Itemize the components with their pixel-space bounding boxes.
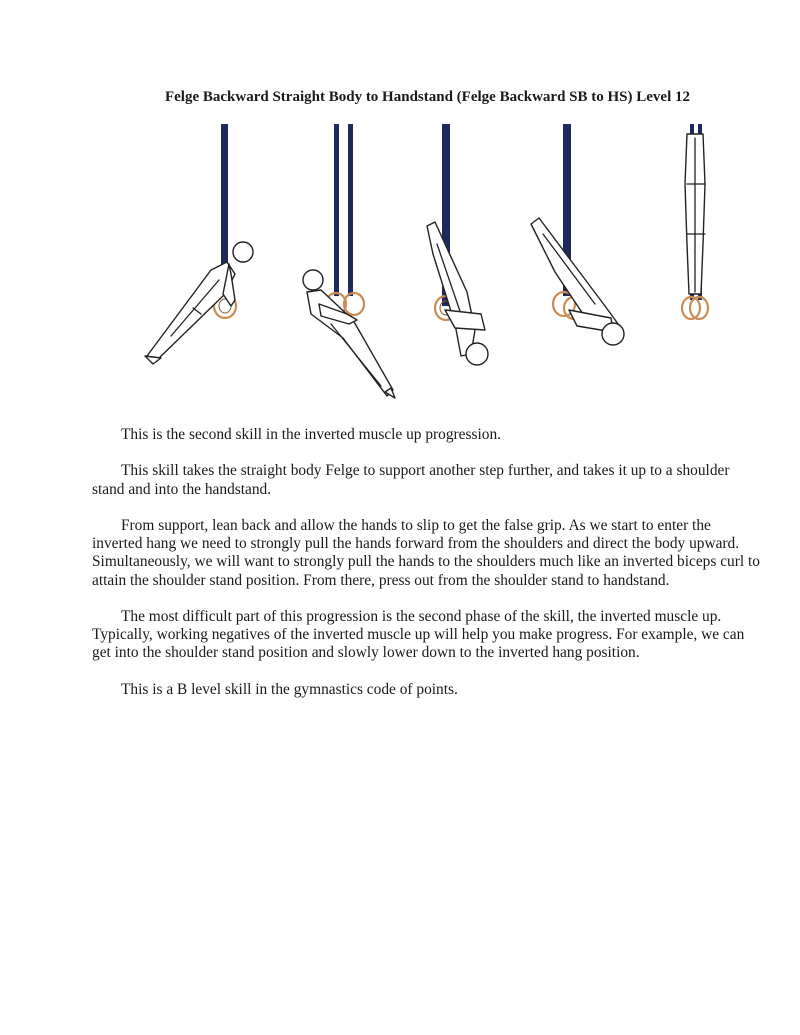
strap-left (334, 124, 339, 296)
limb-line (171, 280, 219, 336)
head (233, 242, 253, 262)
paragraph-5: This is a B level skill in the gymnastics code of points. (121, 680, 458, 698)
body (147, 262, 235, 360)
figure-1-support-lean (145, 124, 253, 364)
paragraph-1: This is the second skill in the inverted muscle up progression. (121, 426, 502, 443)
figure-3-inverted-pull (427, 124, 488, 365)
skill-sequence-illustration (135, 124, 715, 404)
page-title: Felge Backward Straight Body to Handstand (Felge Backward SB to HS) Level 12 (164, 89, 690, 105)
skill-sequence-svg (135, 124, 715, 404)
figure-4-shoulder-stand (531, 124, 624, 345)
figure-5-handstand (682, 124, 708, 319)
head (602, 323, 624, 345)
body (427, 222, 475, 356)
paragraph-4: The most difficult part of this progression is the second phase of the skill, the inverted muscle up. Typically, working negatives of the inverted muscle up will help you make progress. For example, we can get into the shoulder stand position and slowly lower down to the inverted hang position. (92, 607, 745, 662)
figure-2-inverted-hang-entry (303, 124, 395, 398)
arm (445, 310, 485, 330)
paragraph-3: From support, lean back and allow the hands to slip to get the false grip. As we start to enter the inverted hang we need to strongly pull the hands forward from the shoulders and direct the body upward. Simultaneously, we will want to strongly pull the hands to the shoulders much like an inverted biceps curl to attain the shoulder stand position. From there, press out from the shoulder stand to handstand. (92, 516, 760, 589)
head (303, 270, 323, 290)
strap-right (348, 124, 353, 296)
body-text (92, 426, 764, 717)
foot (145, 356, 161, 364)
paragraph-2: This skill takes the straight body Felge to support another step further, and takes it up to a shoulder stand and into the handstand. (92, 462, 730, 498)
head (466, 343, 488, 365)
